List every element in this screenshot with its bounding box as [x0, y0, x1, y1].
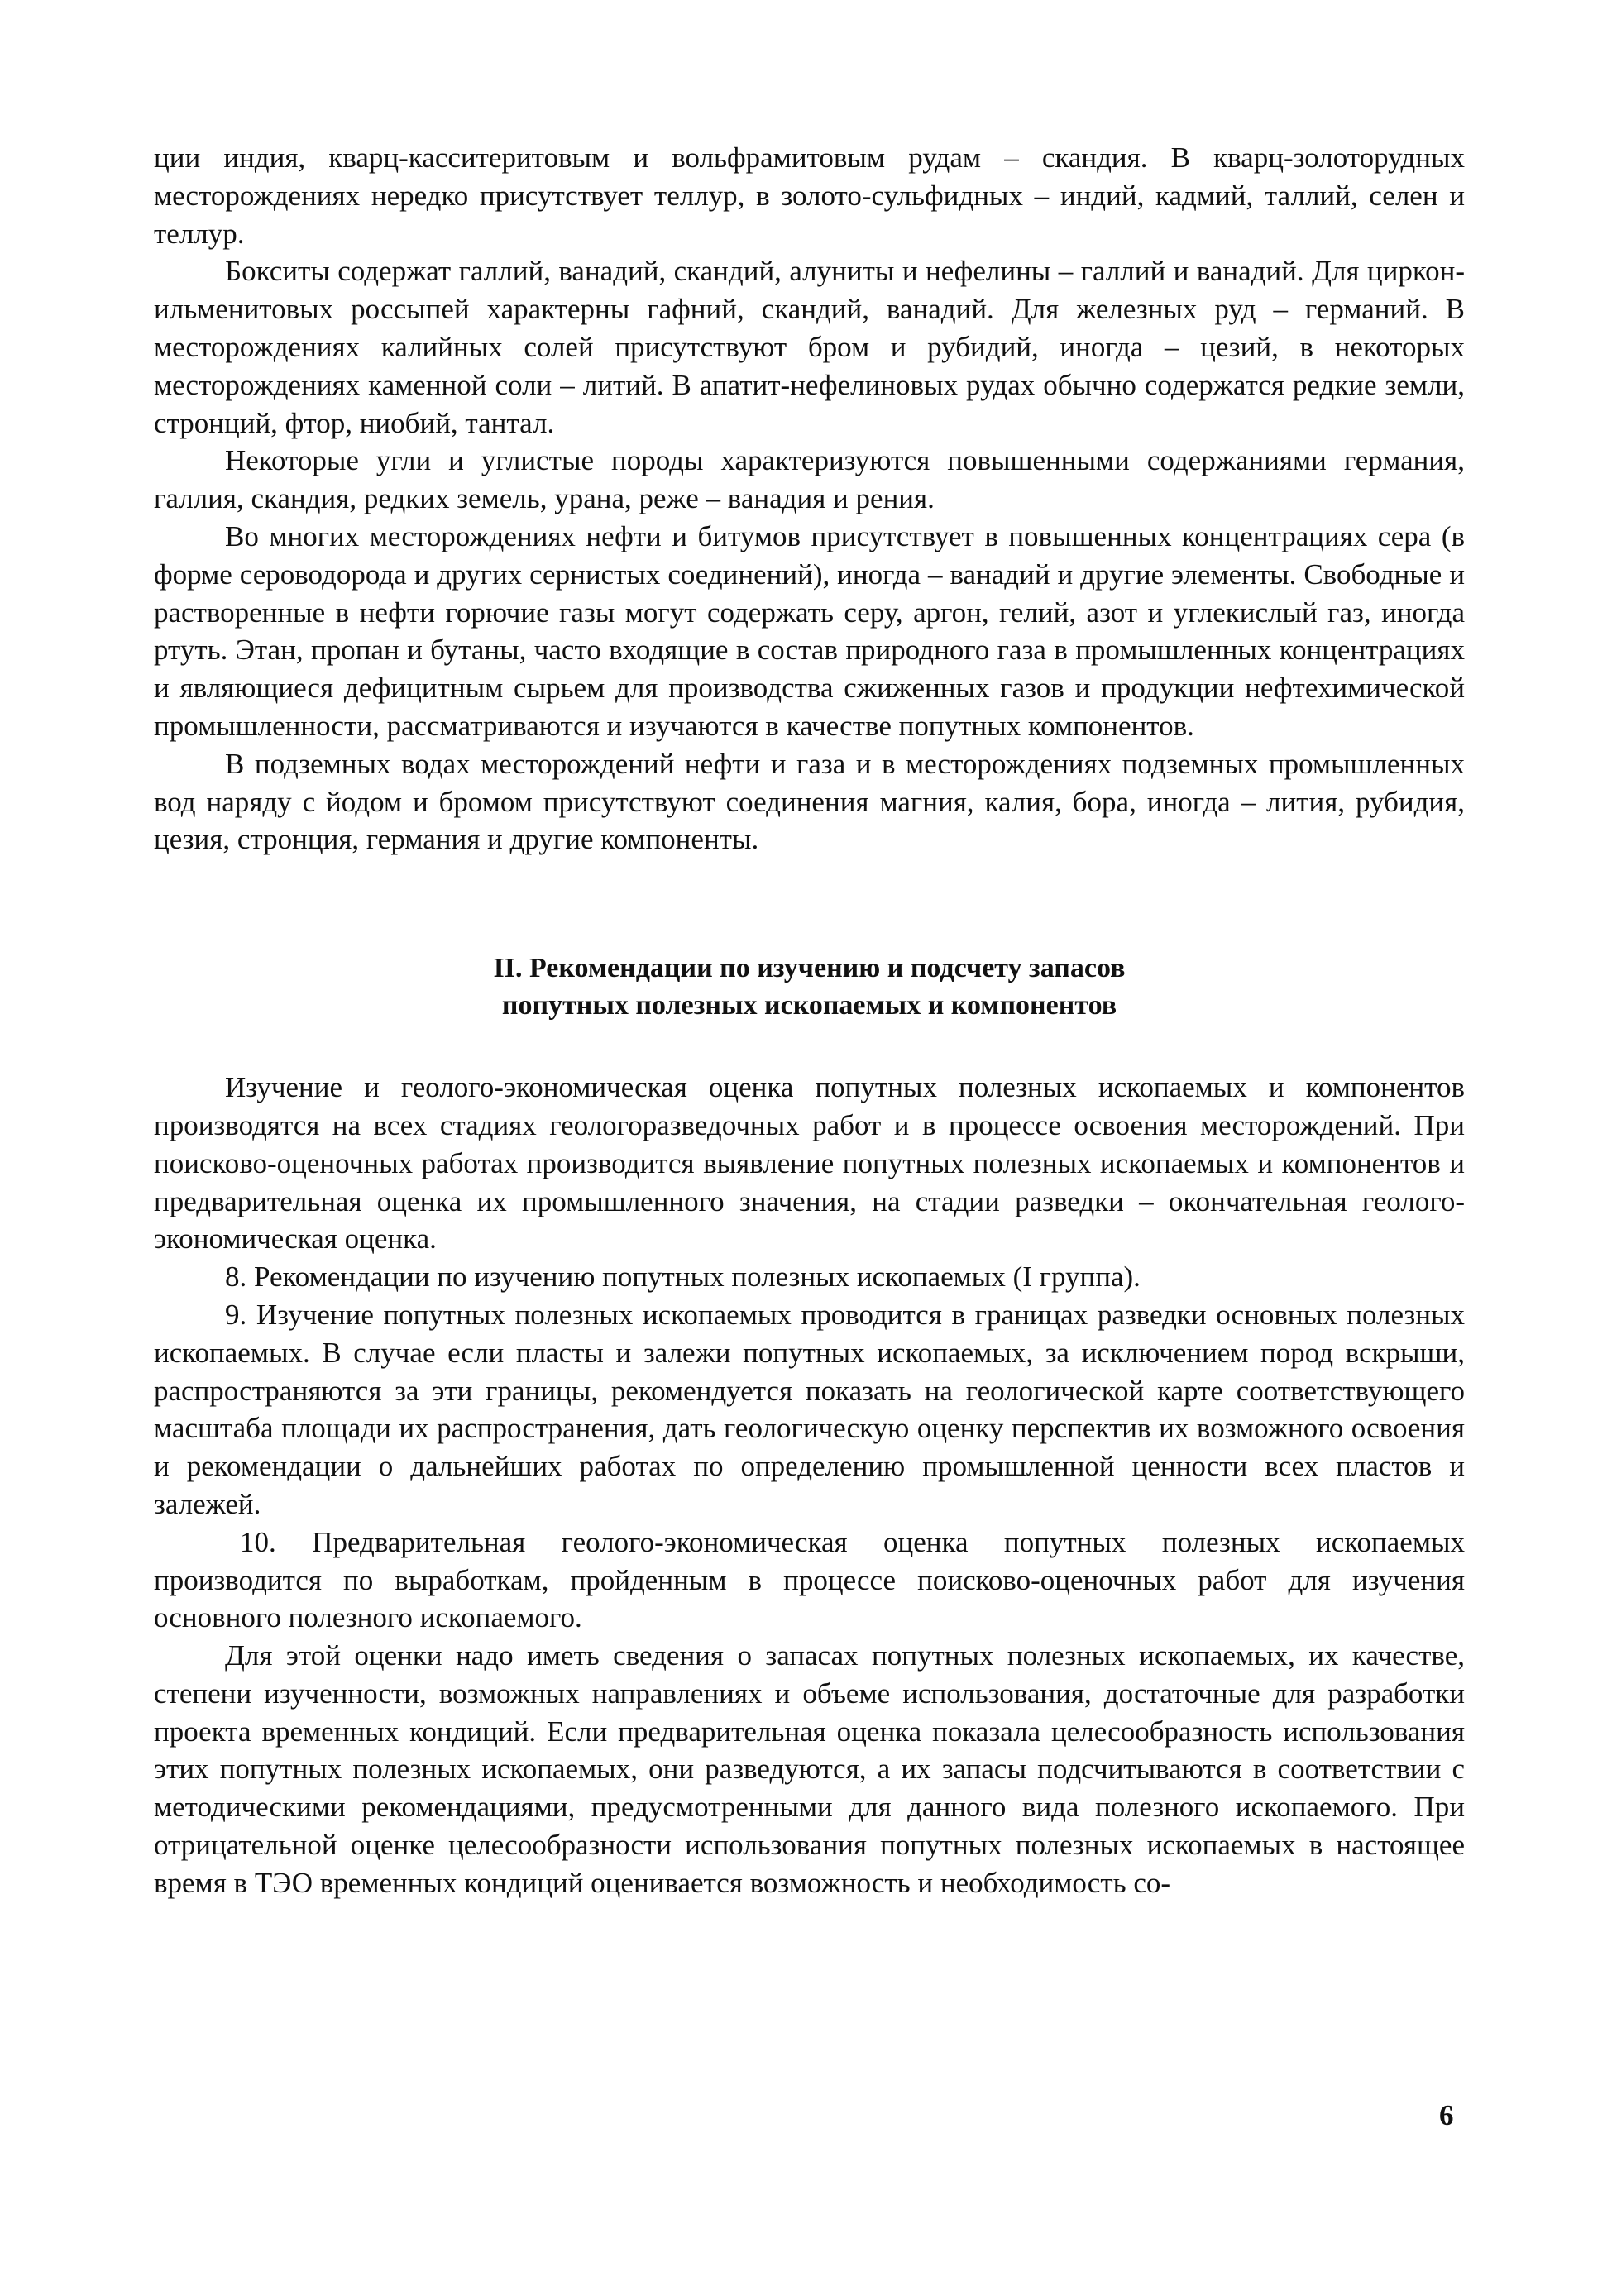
section-heading [154, 949, 1465, 1024]
paragraph-study-overview: Изучение и геолого-экономическая оценка попутных полезных ископаемых и компонентов производятся на всех стадиях геологоразведочных работ и в процессе освоения месторождений. При поисково-оценочных работах производится выявление попутных полезных ископаемых и компонентов и предварительная оценка их промышленного значения, на стадии разведки – окончательная геолого-экономическая оценка. [154, 1071, 1465, 1256]
section-heading-line-1: II. Рекомендации по изучению и подсчету запасов [493, 953, 1126, 984]
paragraph-rare-elements-ores: ции индия, кварц-касситеритовым и вольфрамитовым рудам – скандия. В кварц-золоторудных месторождениях нередко присутствует теллур, в золото-сульфидных – индий, кадмий, таллий, селен и теллур. [154, 141, 1465, 250]
paragraph-item-10: 10. Предварительная геолого-экономическая оценка попутных полезных ископаемых производится по выработкам, пройденным в процессе поисково-оценочных работ для изучения основного полезного ископаемого. [154, 1525, 1465, 1634]
paragraph-item-9: 9. Изучение попутных полезных ископаемых проводится в границах разведки основных полезных ископаемых. В случае если пласты и залежи попутных ископаемых, за исключением пород вскрыши, распространяются за эти границы, рекомендуется показать на геологической карте соответствующего масштаба площади их распространения, дать геологическую оценку перспектив их возможного освоения и рекомендации о дальнейших работах по определению промышленной ценности всех пластов и залежей. [154, 1298, 1465, 1520]
page-number: 6 [1439, 2099, 1454, 2131]
paragraph-item-8: 8. Рекомендации по изучению попутных полезных ископаемых (I группа). [225, 1260, 1141, 1294]
paragraph-bauxites: Бокситы содержат галлий, ванадий, скандий, алуниты и нефелины – галлий и ванадий. Для циркон-ильменитовых россыпей характерны гафний, скандий, ванадий. Для железных руд – германий. В месторождениях калийных солей присутствуют бром и рубидий, иногда – цезий, в некоторых месторождениях каменной соли – литий. В апатит-нефелиновых рудах обычно содержатся редкие земли, стронций, фтор, ниобий, тантал. [154, 255, 1465, 439]
paragraph-coals: Некоторые угли и углистые породы характеризуются повышенными содержаниями германия, галлия, скандия, редких земель, урана, реже – ванадия и рения. [154, 444, 1465, 515]
section-heading-line-2: попутных полезных ископаемых и компонентов [501, 990, 1117, 1021]
paragraph-underground-waters: В подземных водах месторождений нефти и газа и в месторождениях подземных промышленных вод наряду с йодом и бромом присутствуют соединения магния, калия, бора, иногда – лития, рубидия, цезия, стронция, германия и другие компоненты. [154, 747, 1465, 856]
paragraph-assessment: Для этой оценки надо иметь сведения о запасах попутных полезных ископаемых, их качестве, степени изученности, возможных направлениях и объеме использования, достаточные для разработки проекта временных кондиций. Если предварительная оценка показала целесообразность использования этих попутных полезных ископаемых, они разведуются, а их запасы подсчитываются в соответствии с методическими рекомендациями, предусмотренными для данного вида полезного ископаемого. При отрицательной оценке целесообразности использования попутных полезных ископаемых в настоящее время в ТЭО временных кондиций оценивается возможность и необходимость со- [154, 1639, 1465, 1899]
document-page [154, 139, 1465, 1902]
paragraph-oil-gas: Во многих месторождениях нефти и битумов присутствует в повышенных концентрациях сера (в форме сероводорода и других сернистых соединений), иногда – ванадий и другие элементы. Свободные и растворенные в нефти горючие газы могут содержать серу, аргон, гелий, азот и углекислый газ, иногда ртуть. Этан, пропан и бутаны, часто входящие в состав природного газа в промышленных концентрациях и являющиеся дефицитным сырьем для производства сжиженных газов и продукции нефтехимической промышленности, рассматриваются и изучаются в качестве попутных компонентов. [154, 519, 1465, 742]
